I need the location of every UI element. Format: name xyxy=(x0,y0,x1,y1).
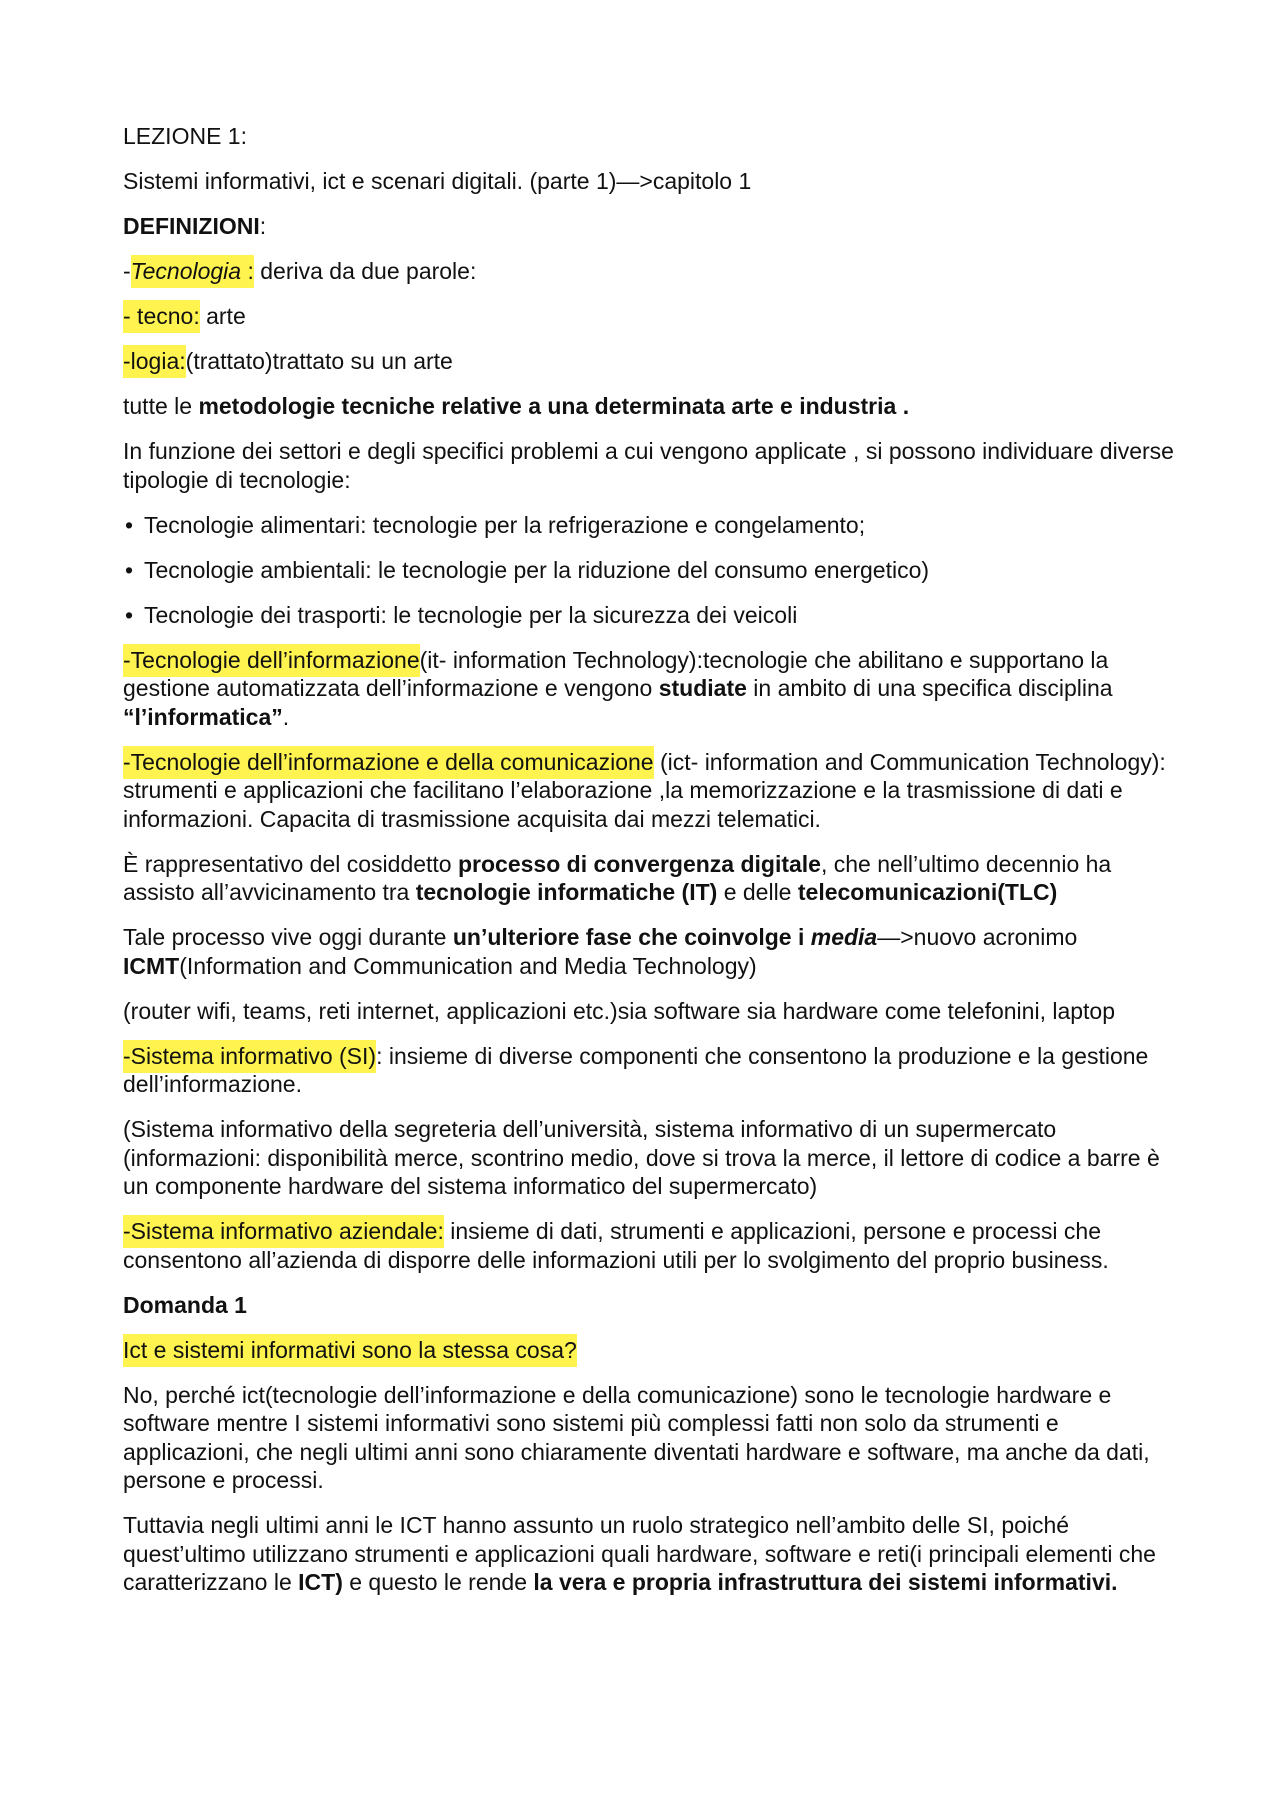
list-item xyxy=(123,556,1180,585)
metodologie-line xyxy=(123,392,1180,421)
sia-definition xyxy=(123,1217,1180,1274)
ict-term: -Tecnologie dell’informazione e della comunicazione xyxy=(123,746,654,779)
tecno-rest: arte xyxy=(199,303,246,329)
tecnologia-term-highlight xyxy=(131,255,254,288)
tecnologia-rest: deriva da due parole: xyxy=(253,258,477,284)
si-definition xyxy=(123,1042,1180,1099)
question-heading: Domanda 1 xyxy=(123,1291,247,1318)
it-definition xyxy=(123,646,1180,732)
list-item xyxy=(123,601,1180,630)
conclusion-bold-2: la vera e propria infrastruttura dei sistemi informativi. xyxy=(533,1569,1118,1595)
list-item-text: Tecnologie alimentari: tecnologie per la refrigerazione e congelamento; xyxy=(144,511,866,538)
conclusion-paragraph xyxy=(123,1511,1180,1597)
question-text: Ict e sistemi informativi sono la stessa cosa? xyxy=(123,1334,577,1367)
conclusion-text-1: Tuttavia negli ultimi anni le ICT hanno assunto un ruolo strategico nell’ambito delle SI, poiché quest’ultimo utilizzano strumenti e applicazioni quali hardware, software e reti(i principali elementi che caratterizzano le xyxy=(123,1512,1156,1595)
si-term: -Sistema informativo (SI) xyxy=(123,1040,376,1073)
tecnologia-colon: : xyxy=(247,258,254,284)
media-bold-italic: media xyxy=(810,924,878,950)
it-term: -Tecnologie dell’informazione xyxy=(123,644,420,677)
bullet-icon: • xyxy=(125,511,134,538)
tecnologia-term: Tecnologia xyxy=(130,258,248,284)
answer-paragraph: No, perché ict(tecnologie dell’informazione e della comunicazione) sono le tecnologie hardware e software mentre I sistemi informativi sono sistemi più complessi fatti non solo da strumenti e applicazioni, che negli ultimi anni sono chiaramente diventati hardware e software, ma anche da dati, persone e processi. xyxy=(123,1381,1150,1493)
lesson-subtitle: Sistemi informativi, ict e scenari digitali. (parte 1)—>capitolo 1 xyxy=(123,168,752,194)
convergenza-text-2: , che nell’ultimo decennio ha assisto all’avvicinamento tra xyxy=(123,850,1112,905)
it-bold-1: studiate xyxy=(658,675,747,701)
list-item-text: Tecnologie ambientali: le tecnologie per la riduzione del consumo energetico) xyxy=(144,556,930,583)
definitions-heading-text: DEFINIZIONI xyxy=(123,213,260,239)
tecno-definition xyxy=(123,302,1180,331)
logia-definition xyxy=(123,347,1180,376)
it-text-2: in ambito di una specifica disciplina xyxy=(746,675,1113,701)
convergenza-paragraph xyxy=(123,850,1180,907)
tecnologia-definition xyxy=(123,257,1180,286)
intro-types-paragraph: In funzione dei settori e degli specifici problemi a cui vengono applicate , si possono individuare diverse tipologie di tecnologie: xyxy=(123,438,1174,493)
convergenza-text-1: È rappresentativo del cosiddetto xyxy=(123,850,458,877)
question-line xyxy=(123,1336,1180,1365)
definitions-heading xyxy=(123,212,1180,241)
it-bold-2: “l’informatica” xyxy=(123,703,283,730)
media-paragraph xyxy=(123,923,1180,980)
it-text-1: (it- information Technology):tecnologie che abilitano e supportano la gestione automatizzata dell’informazione e vengono xyxy=(123,646,1109,701)
lesson-title: LEZIONE 1: xyxy=(123,123,247,149)
conclusion-text-2: e questo le rende xyxy=(342,1569,534,1595)
definitions-heading-colon: : xyxy=(259,213,267,239)
examples-paragraph: (router wifi, teams, reti internet, applicazioni etc.)sia software sia hardware come telefonini, laptop xyxy=(123,997,1116,1024)
media-bold-2: ICMT xyxy=(123,952,180,979)
media-text-2: —>nuovo acronimo xyxy=(877,924,1078,950)
ict-definition xyxy=(123,748,1180,834)
list-item xyxy=(123,511,1180,540)
metodologie-prefix: tutte le xyxy=(123,393,199,419)
bullet-icon: • xyxy=(125,556,134,583)
convergenza-bold-1: processo di convergenza digitale xyxy=(457,850,821,877)
tecnologia-dash: - xyxy=(123,258,131,284)
logia-term: -logia: xyxy=(123,345,186,378)
logia-rest: (trattato)trattato su un arte xyxy=(185,348,453,374)
it-text-3: . xyxy=(282,703,290,730)
list-item-text: Tecnologie dei trasporti: le tecnologie per la sicurezza dei veicoli xyxy=(144,601,798,628)
media-text-1: Tale processo vive oggi durante xyxy=(123,924,453,950)
ict-text: (ict- information and Communication Technology): strumenti e applicazioni che facilitano l’elaborazione ,la memorizzazione e la trasmissione di dati e informazioni. Capacita di trasmissione acquisita dai mezzi telematici. xyxy=(123,748,1166,832)
metodologie-bold: metodologie tecniche relative a una determinata arte e industria . xyxy=(198,393,910,419)
technology-types-list xyxy=(123,511,1180,630)
sia-text: insieme di dati, strumenti e applicazioni, persone e processi che consentono all’azienda di disporre delle informazioni utili per lo svolgimento del proprio business. xyxy=(123,1218,1109,1273)
sia-term: -Sistema informativo aziendale: xyxy=(123,1215,444,1248)
tecno-term: - tecno: xyxy=(123,300,200,333)
media-text-3: (Information and Communication and Media Technology) xyxy=(179,952,757,979)
si-text: : insieme di diverse componenti che consentono la produzione e la gestione dell’informazione. xyxy=(123,1042,1149,1097)
si-examples-paragraph: (Sistema informativo della segreteria dell’università, sistema informativo di un supermercato (informazioni: disponibilità merce, scontrino medio, dove si trova la merce, il lettore di codice a barre è un componente hardware del sistema informatico del supermercato) xyxy=(123,1116,1160,1199)
media-bold-1: un’ulteriore fase che coinvolge i xyxy=(452,924,811,950)
bullet-icon: • xyxy=(125,601,134,628)
convergenza-bold-2: tecnologie informatiche (IT) xyxy=(415,879,718,905)
conclusion-bold-1: ICT) xyxy=(298,1569,343,1595)
convergenza-text-3: e delle xyxy=(717,879,798,905)
convergenza-bold-3: telecomunicazioni(TLC) xyxy=(797,879,1058,905)
